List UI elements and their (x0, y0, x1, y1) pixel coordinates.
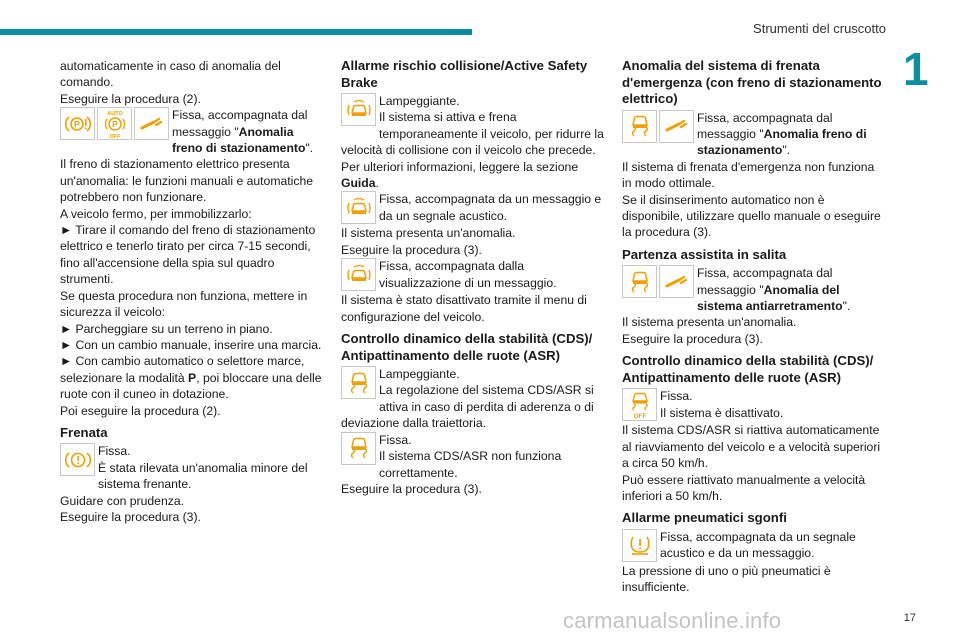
paragraph: È stata rilevata un'anomalia minore del sistema frenante. (98, 460, 308, 492)
wrench-icon (659, 265, 694, 298)
paragraph: Eseguire la procedura (3). (60, 510, 201, 525)
icon-group (622, 529, 657, 562)
text-run: . (375, 176, 379, 191)
text-run: ► Con cambio automatico o selettore marce, selezionare la modalità (60, 354, 305, 385)
svg-text:P: P (73, 119, 80, 130)
paragraph: Guidare con prudenza. (60, 493, 184, 508)
paragraph: Fissa. (660, 389, 693, 404)
icon-group (60, 107, 169, 140)
stability-control-icon (622, 110, 657, 143)
svg-text:AUTO: AUTO (106, 110, 123, 117)
text-run: ". (782, 143, 791, 158)
paragraph: Il sistema presenta un'anomalia. (341, 226, 516, 241)
icon-group (341, 191, 376, 224)
page-number: 17 (903, 612, 916, 624)
paragraph: A veicolo fermo, per immobilizzarlo: (60, 206, 252, 221)
paragraph: Fissa, accompagnata da un messaggio e da un segnale acustico. (379, 192, 602, 223)
paragraph: Fissa. (379, 432, 412, 447)
icon-group (341, 258, 376, 291)
wrench-icon (134, 107, 169, 140)
paragraph: Poi eseguire la procedura (2). (60, 403, 221, 418)
collision-block-2 (341, 191, 606, 225)
heading-cds: Controllo dinamico della stabilità (CDS)/ Antipattinamento delle ruote (ASR) (341, 331, 593, 363)
paragraph (60, 353, 322, 402)
paragraph: Il freno di stazionamento elettrico presenta un'anomalia: le funzioni manuali e automatiche potrebbero non funzionare. (60, 157, 314, 205)
collision-alert-icon (341, 191, 376, 224)
paragraph: Il sistema di frenata d'emergenza non funziona in modo ottimale. (622, 159, 875, 191)
stability-control-icon (341, 432, 376, 465)
message-name: Anomalia freno di stazionamento (697, 126, 867, 158)
header-accent-bar (0, 29, 472, 35)
cds-off-block (622, 388, 884, 422)
message-name: Anomalia del sistema antiarretramento (697, 282, 843, 314)
stability-control-icon (622, 265, 657, 298)
icon-group (341, 432, 376, 465)
text-run: Per ulteriori informazioni, leggere la sezione (341, 159, 579, 174)
paragraph: ► Con un cambio manuale, inserire una marcia. (60, 337, 322, 352)
paragraph: Il sistema è disattivato. (660, 405, 784, 420)
text-run: ". (305, 141, 314, 156)
svg-text:OFF: OFF (109, 133, 120, 139)
frenata-block (60, 443, 322, 492)
cds-block-2 (341, 432, 606, 481)
text-run: Fissa, accompagnata dal messaggio " (697, 266, 833, 297)
paragraph (341, 159, 606, 192)
paragraph: ► Parcheggiare su un terreno in piano. (60, 321, 273, 336)
message-name: Anomalia freno di stazionamento (172, 124, 306, 156)
paragraph: Lampeggiante. (379, 94, 460, 108)
parking-brake-warning-icon (60, 107, 95, 140)
text-run: Fissa, accompagnata dal messaggio " (697, 110, 833, 141)
paragraph: ► Tirare il comando del freno di stazionamento elettrico e tenerlo tirato per circa 7-15 secondi, fino all'accensione della spia sul quadro strumenti. (60, 223, 316, 287)
icon-group (622, 265, 694, 298)
auto-parking-brake-off-icon (97, 107, 132, 140)
icon-group (622, 110, 694, 143)
paragraph: La regolazione del sistema CDS/ASR si attiva in caso di perdita di aderenza o di deviazione dalla traiettoria. (341, 383, 594, 431)
heading-cds: Controllo dinamico della stabilità (CDS)/ Antipattinamento delle ruote (ASR) (622, 353, 874, 385)
heading-tyre-pressure: Allarme pneumatici sgonfi (622, 510, 787, 526)
heading-collision: Allarme rischio collisione/Active Safety Brake (341, 58, 588, 90)
svg-text:OFF: OFF (633, 412, 646, 419)
text-run: , poi bloccare una delle ruote con il cuneo in dotazione. (60, 370, 322, 402)
collision-alert-icon (341, 93, 376, 126)
paragraph: Eseguire la procedura (3). (341, 481, 482, 496)
reference-label: Guida (341, 176, 376, 191)
paragraph: La pressione di uno o più pneumatici è insufficiente. (622, 563, 831, 595)
watermark: carmanualsonline.info (563, 608, 782, 633)
paragraph: Eseguire la procedura (3). (341, 242, 482, 257)
text-run: ". (842, 299, 851, 314)
cds-block-1 (341, 366, 606, 432)
collision-alert-icon (341, 258, 376, 291)
icon-group (60, 443, 95, 476)
column-1 (60, 58, 322, 525)
stability-control-off-icon (622, 388, 657, 421)
paragraph: Fissa, accompagnata dalla visualizzazione di un messaggio. (379, 259, 557, 290)
column-3 (622, 58, 884, 596)
paragraph: Se il disinserimento automatico non è disponibile, utilizzare quello manuale o eseguire la procedura (3). (622, 192, 881, 240)
chapter-number: 1 (903, 43, 929, 95)
parking-brake-block (60, 107, 322, 156)
paragraph: Il sistema si attiva e frena temporaneamente il veicolo, per ridurre la velocità di collisione con il veicolo che precede. (341, 110, 604, 158)
paragraph: Il sistema CDS/ASR non funziona correttamente. (379, 449, 562, 480)
paragraph: Il sistema presenta un'anomalia. (622, 315, 797, 330)
tyre-block (622, 529, 884, 563)
collision-block-3 (341, 258, 606, 292)
paragraph: Lampeggiante. (379, 367, 460, 382)
brake-warning-icon (60, 443, 95, 476)
collision-block-1 (341, 93, 606, 159)
column-2 (341, 58, 606, 497)
icon-group (622, 388, 657, 421)
section-title: Strumenti del cruscotto (753, 21, 886, 36)
heading-emergency-braking: Anomalia del sistema di frenata d'emergenza (con freno di stazionamento elettrico) (622, 58, 882, 106)
paragraph: Eseguire la procedura (3). (622, 331, 763, 346)
paragraph: Fissa. (98, 444, 131, 459)
mode-label: P (188, 370, 197, 385)
paragraph: Fissa, accompagnata da un segnale acustico e da un messaggio. (660, 529, 856, 561)
paragraph: Il sistema CDS/ASR si riattiva automaticamente al riavviamento del veicolo e a velocità superiori a circa 50 km/h. (622, 423, 881, 471)
heading-hill-start: Partenza assistita in salita (622, 246, 787, 262)
icon-group (341, 366, 376, 399)
paragraph: Il sistema è stato disattivato tramite il menu di configurazione del veicolo. (341, 293, 587, 324)
paragraph: Se questa procedura non funziona, mettere in sicurezza il veicolo: (60, 288, 308, 320)
stability-control-icon (341, 366, 376, 399)
emergency-block (622, 110, 884, 159)
paragraph: automaticamente in caso di anomalia del comando. (60, 59, 281, 90)
hill-block (622, 265, 884, 314)
svg-text:P: P (111, 118, 118, 129)
tyre-pressure-warning-icon (622, 529, 657, 562)
icon-group (341, 93, 376, 126)
paragraph: Eseguire la procedura (2). (60, 91, 201, 106)
paragraph: Può essere riattivato manualmente a velocità inferiori a 50 km/h. (622, 472, 866, 503)
text-run: Fissa, accompagnata dal messaggio " (172, 108, 308, 139)
heading-frenata: Frenata (60, 424, 108, 440)
wrench-icon (659, 110, 694, 143)
